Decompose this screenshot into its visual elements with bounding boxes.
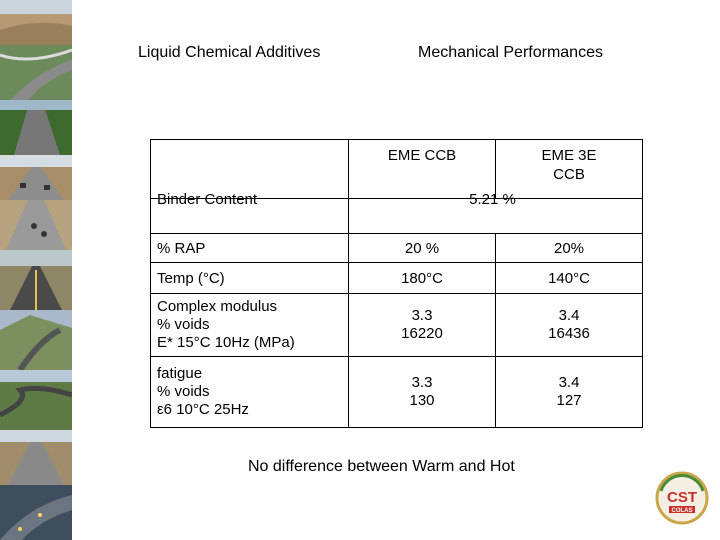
mountain-road-image: [0, 310, 72, 370]
binder-cell: [151, 190, 349, 234]
row-value-eme-3e-ccb: 20%: [496, 234, 643, 263]
logo-text: CST: [667, 489, 697, 506]
row-value-eme-ccb: 3.3 16220: [349, 294, 496, 357]
section-title-performances: Mechanical Performances: [418, 44, 603, 61]
row-value-eme-ccb: 20 %: [349, 234, 496, 263]
table-row: [151, 294, 643, 357]
road-people-image: [0, 200, 72, 250]
conclusion-text: No difference between Warm and Hot: [248, 458, 515, 475]
header-cell-eme-ccb: EME CCB: [349, 140, 496, 199]
row-label: Temp (°C): [151, 263, 349, 294]
winding-road-image: [0, 370, 72, 430]
rural-road-image: [0, 430, 72, 485]
row-value-eme-ccb: 180°C: [349, 263, 496, 294]
table-row: [151, 234, 643, 263]
photo-strip: [0, 0, 72, 540]
table-row: [151, 357, 643, 428]
section-title-additives: Liquid Chemical Additives: [138, 44, 321, 61]
cst-colas-logo: [655, 471, 709, 525]
table-header-row: [151, 140, 643, 199]
header-cell-empty: [151, 140, 349, 199]
row-value-eme-ccb: 3.3 130: [349, 357, 496, 428]
row-label: fatigue % voids ε6 10°C 25Hz: [151, 357, 349, 428]
road-green-image: [0, 100, 72, 155]
night-highway-image: [0, 485, 72, 540]
highway-image: [0, 45, 72, 100]
header-cell-eme-3e-ccb: EME 3E CCB: [496, 140, 643, 199]
road-trucks-image: [0, 155, 72, 200]
row-value-eme-3e-ccb: 3.4 127: [496, 357, 643, 428]
row-label: Complex modulus % voids E* 15°C 10Hz (MPa): [151, 294, 349, 357]
table-row-binder: [151, 199, 643, 234]
desert-road-image: [0, 0, 72, 45]
row-label: % RAP: [151, 234, 349, 263]
row-value-eme-3e-ccb: 140°C: [496, 263, 643, 294]
binder-value-cell: [349, 190, 643, 234]
row-value-eme-3e-ccb: 3.4 16436: [496, 294, 643, 357]
logo-subtext: COLAS: [671, 508, 693, 514]
performance-table: [150, 139, 643, 428]
table-row: [151, 263, 643, 294]
binder-value: 5.21 %: [469, 190, 516, 208]
road-trees-image: [0, 250, 72, 310]
binder-label: Binder Content: [157, 190, 258, 208]
